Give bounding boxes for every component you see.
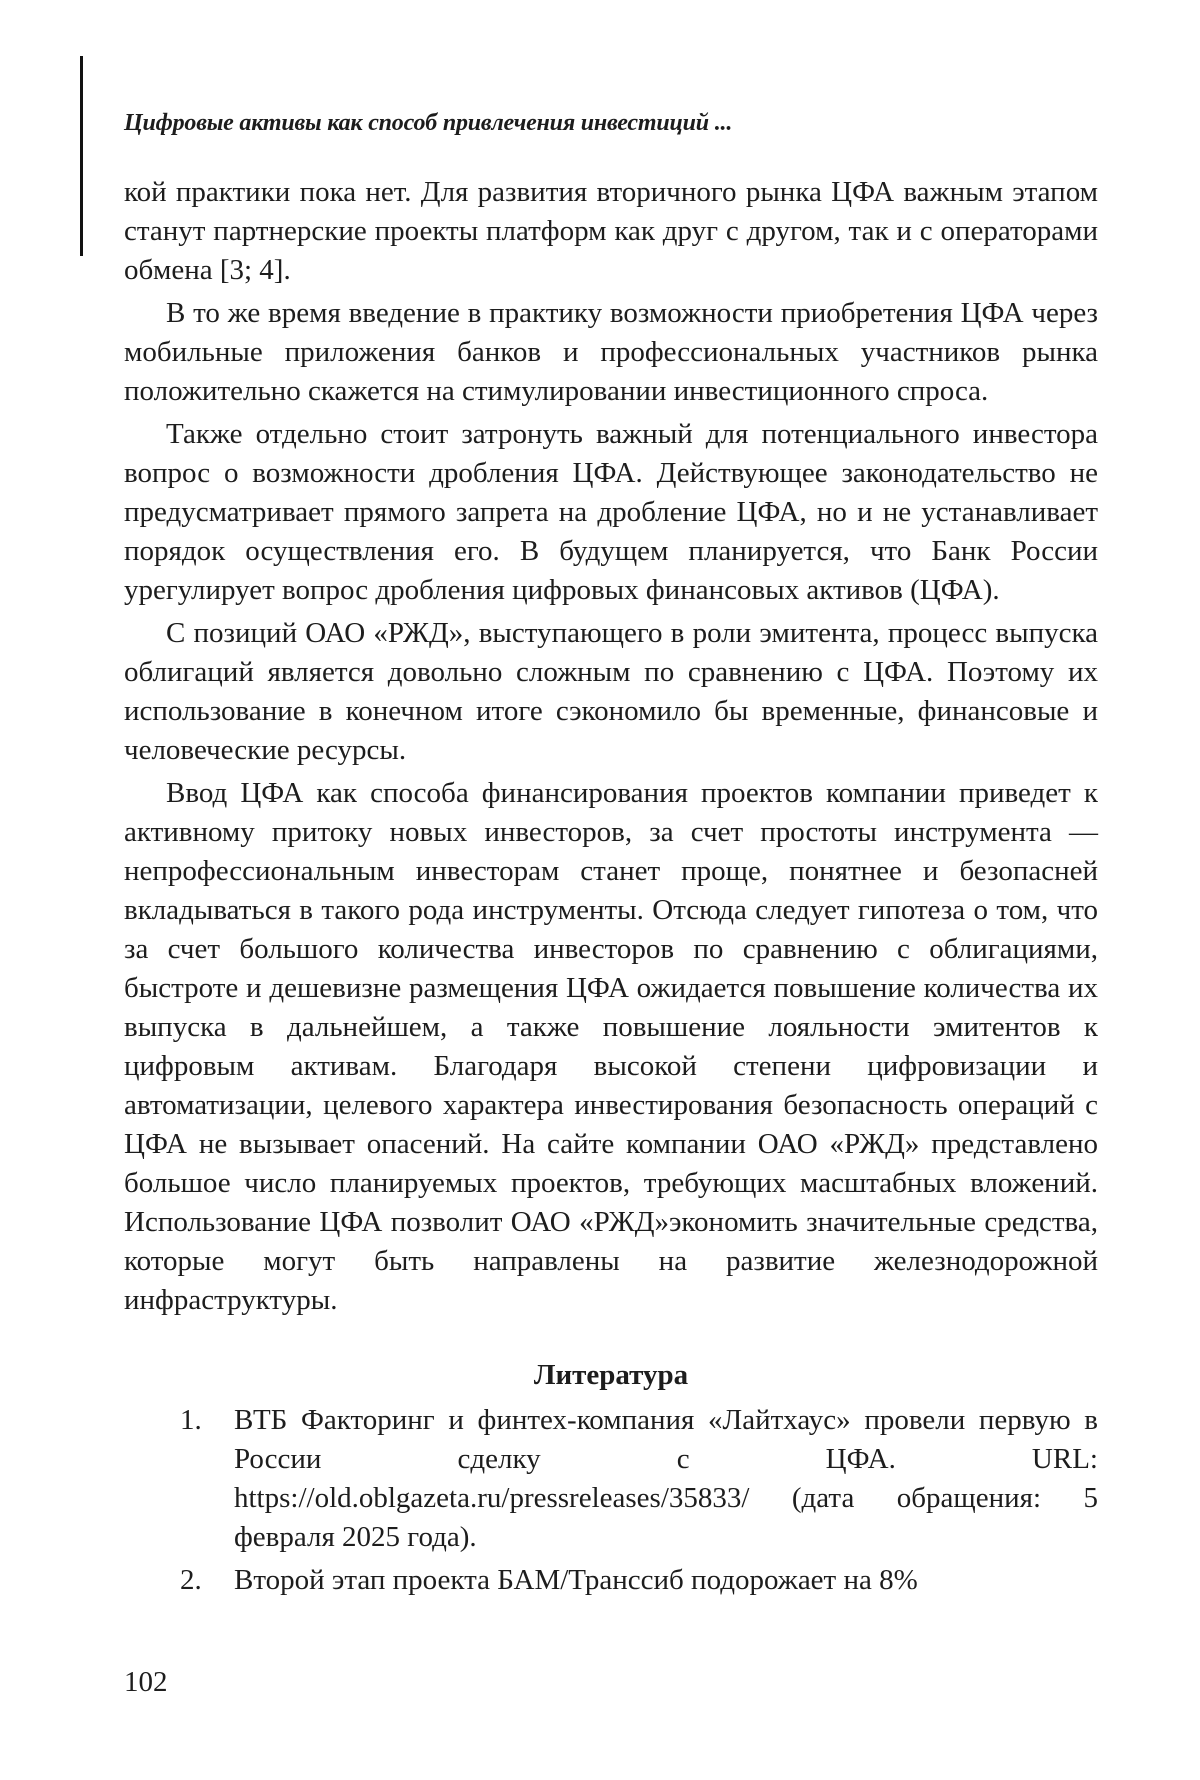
- paragraph: В то же время введение в практику возможности приобретения ЦФА через мобильные приложения банков и профессиональных участников рынка положительно скажется на стимулировании инвестиционного спроса.: [124, 294, 1098, 411]
- reference-item: [124, 1401, 1098, 1557]
- reference-item: [124, 1561, 1098, 1600]
- reference-text: Второй этап проекта БАМ/Транссиб подорожает на 8%: [234, 1564, 918, 1596]
- reference-text: ВТБ Факторинг и финтех-компания «Лайтхаус» провели первую в России сделку с ЦФА. URL: https://old.oblgazeta.ru/pressreleases/35833/ (дата обращения: 5 февраля 2025 года).: [234, 1404, 1098, 1553]
- reference-number: 2.: [180, 1561, 202, 1600]
- paragraph: С позиций ОАО «РЖД», выступающего в роли эмитента, процесс выпуска облигаций является довольно сложным по сравнению с ЦФА. Поэтому их использование в конечном итоге сэкономило бы временные, финансовые и человеческие ресурсы.: [124, 614, 1098, 770]
- reference-number: 1.: [180, 1401, 202, 1440]
- margin-rule: [80, 56, 83, 256]
- references-list: [124, 1401, 1098, 1600]
- running-head: Цифровые активы как способ привлечения инвестиций ...: [124, 110, 732, 137]
- paragraph-continuation: кой практики пока нет. Для развития вторичного рынка ЦФА важным этапом станут партнерские проекты платформ как друг с другом, так и с операторами обмена [3; 4].: [124, 173, 1098, 290]
- references-title: Литература: [124, 1356, 1098, 1395]
- page-number: 102: [124, 1666, 168, 1699]
- page-body: [124, 173, 1098, 1604]
- paragraph: Ввод ЦФА как способа финансирования проектов компании приве­дет к активному притоку новых инвесторов, за счет простоты инстру­мента — непрофессиональным инвесторам станет проще, понятнее и безопасней вкладываться в такого рода инструменты. Отсюда следует гипотеза о том, что за счет большого количества инвесторов по сравне­нию с облигациями, быстроте и дешевизне размещения ЦФА ожидается повышение количества их выпуска в дальнейшем, а также повышение лояльности эмитентов к цифровым активам. Благодаря высокой степени цифровизации и автоматизации, целевого характера инвестирования безопасность операций с ЦФА не вызывает опасений. На сайте компа­нии ОАО «РЖД» представлено большое число планируемых проектов, требующих масштабных вложений. Использование ЦФА позволит ОАО «РЖД»экономить значительные средства, которые могут быть направ­лены на развитие железнодорожной инфраструктуры.: [124, 774, 1098, 1320]
- paragraph: Также отдельно стоит затронуть важный для потенциального ин­вестора вопрос о возможности дробления ЦФА. Действующее законо­дательство не предусматривает прямого запрета на дробление ЦФА, но и не устанавливает порядок осуществления его. В будущем пла­нируется, что Банк России урегулирует вопрос дробления цифровых финансовых активов (ЦФА).: [124, 415, 1098, 610]
